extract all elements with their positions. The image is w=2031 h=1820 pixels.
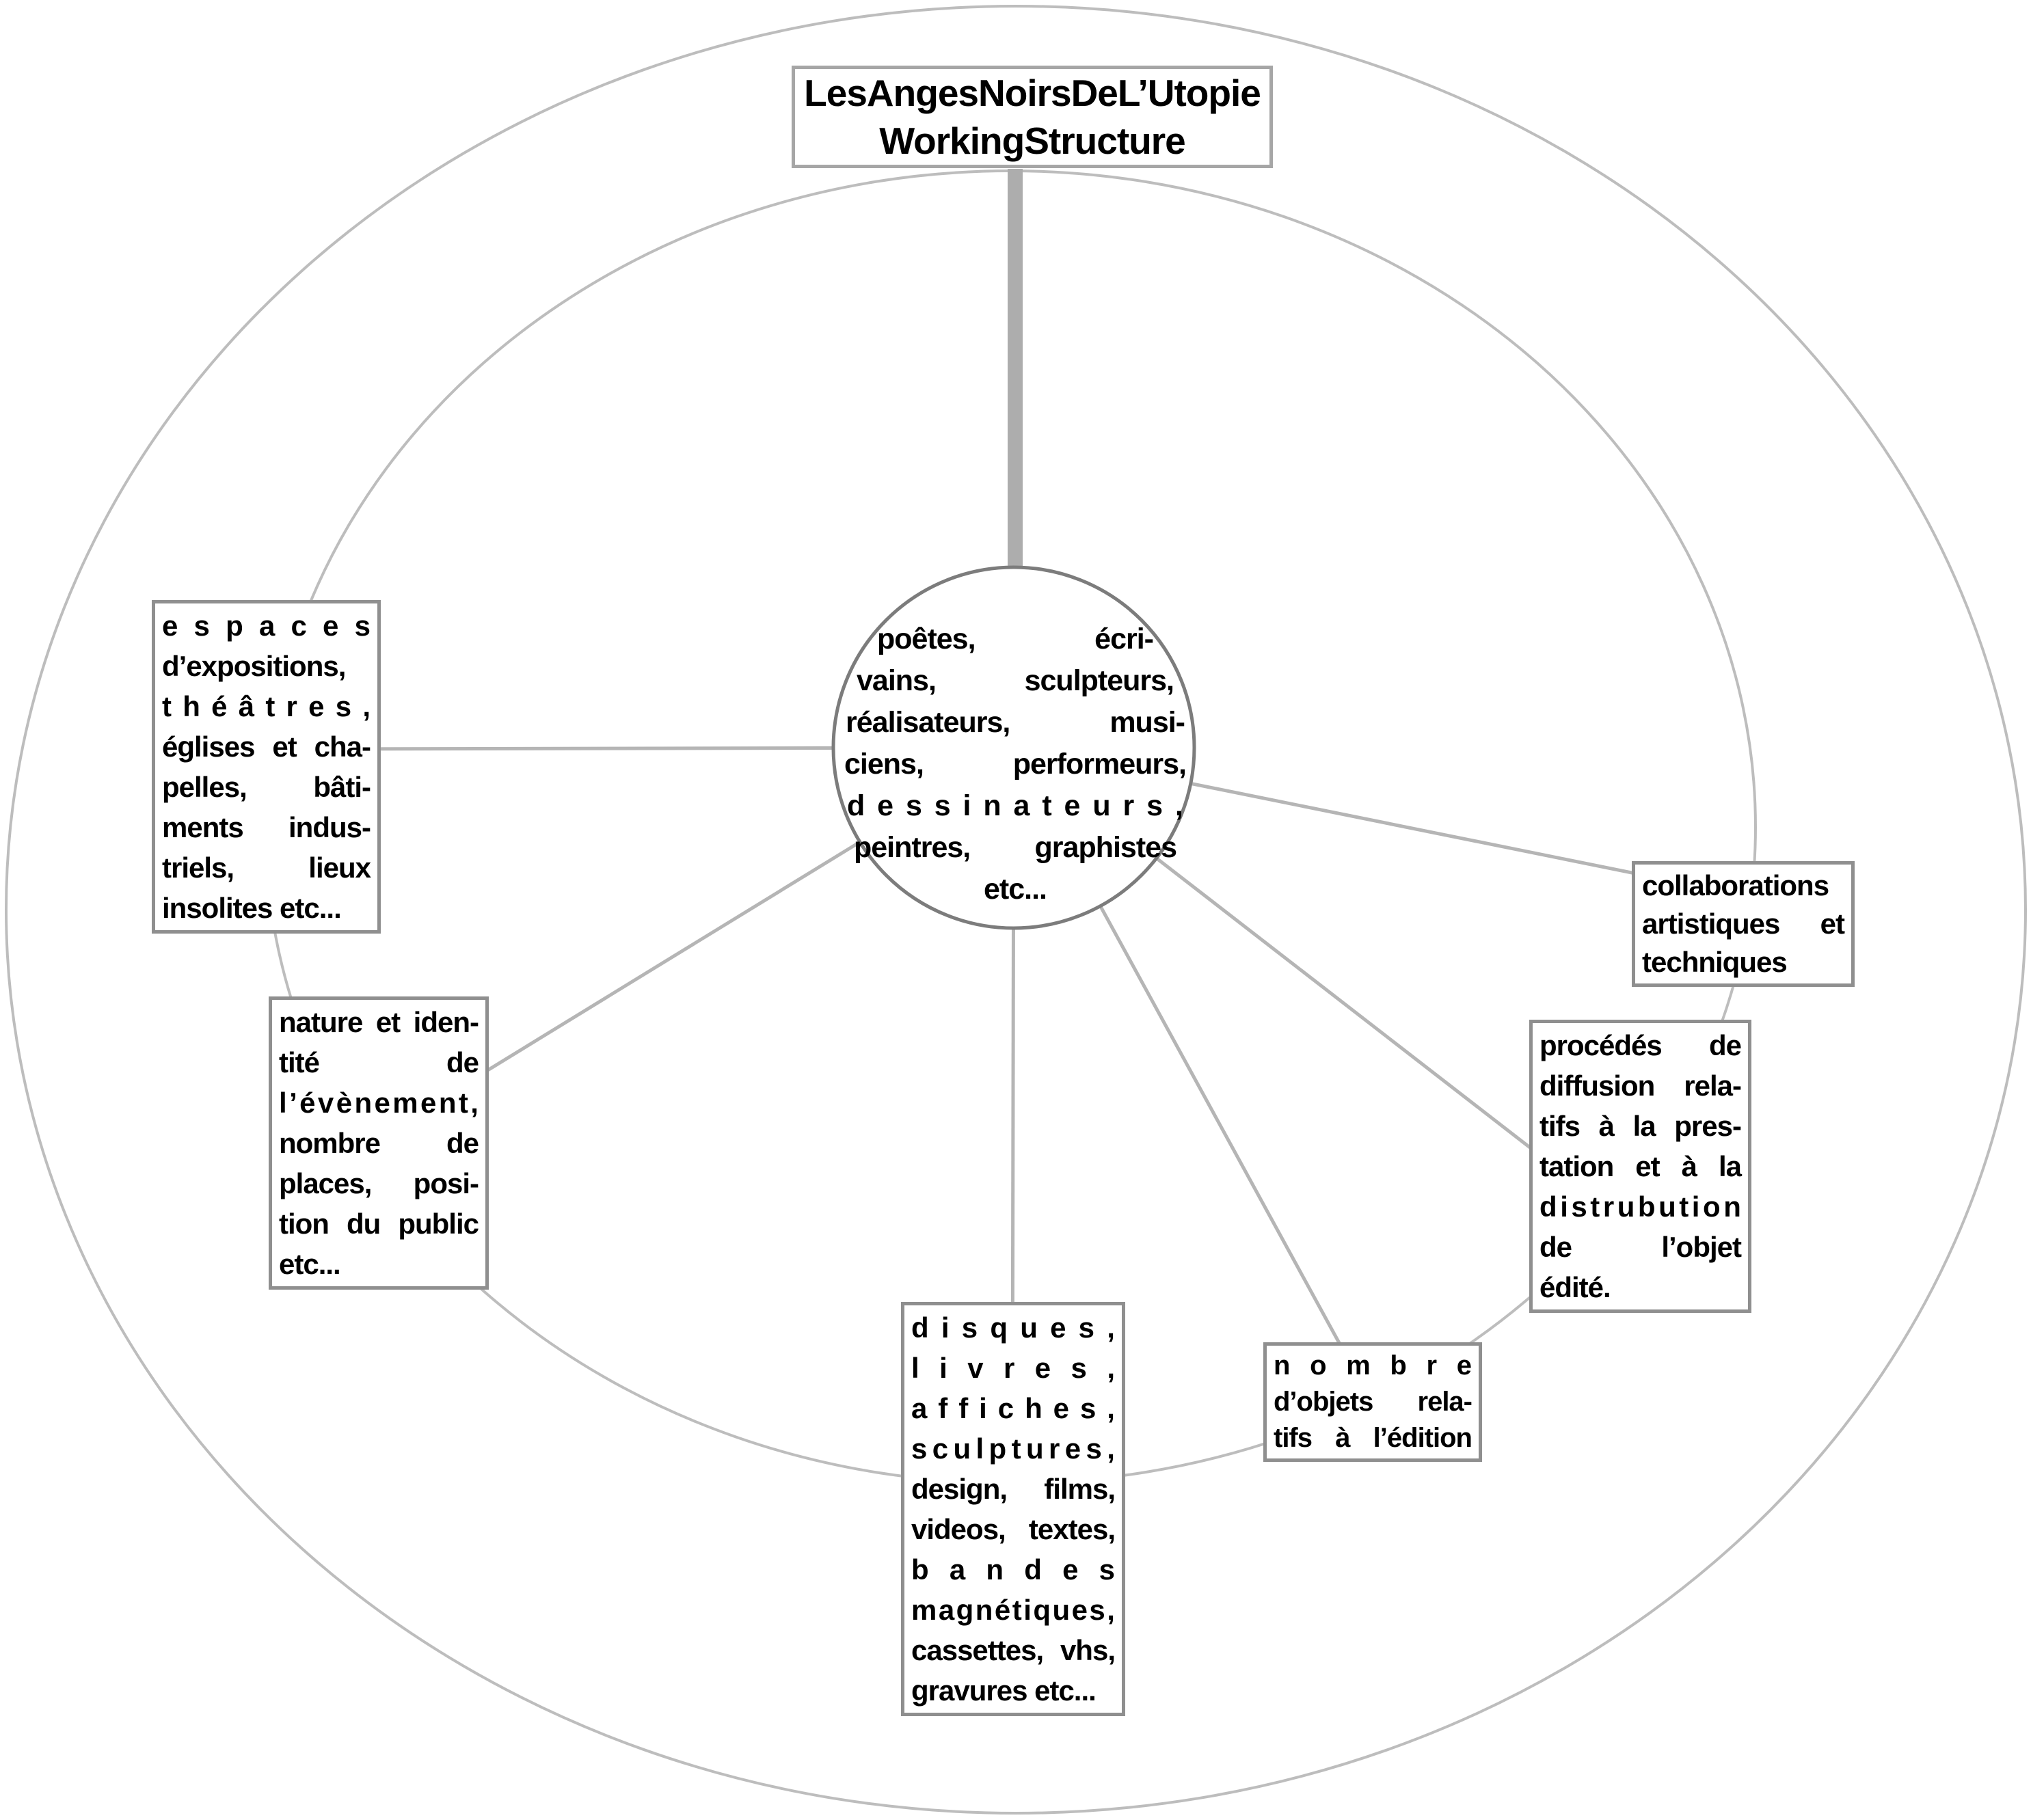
- text-line: a f f i c h e s ,: [911, 1392, 1115, 1424]
- text-line: l ’ é v è n e m e n t ,: [279, 1087, 479, 1119]
- text-line: de l’objet: [1539, 1231, 1741, 1263]
- text-line: places, posi-: [279, 1167, 479, 1199]
- text-line: collaborations: [1642, 869, 1829, 901]
- text-line: réalisateurs, musi-: [846, 706, 1185, 739]
- text-line: etc...: [279, 1248, 340, 1280]
- text-line: tité de: [279, 1046, 479, 1078]
- text-line: peintres, graphistes: [854, 831, 1176, 864]
- text-line: vains, sculpteurs,: [857, 664, 1174, 697]
- text-line: tifs à l’édition: [1274, 1423, 1472, 1453]
- text-line: édité.: [1539, 1271, 1611, 1303]
- text-line: tion du public: [279, 1208, 479, 1240]
- text-line: e s p a c e s: [162, 610, 371, 642]
- diagram-title-box: [792, 66, 1273, 168]
- text-line: gravures etc...: [911, 1674, 1096, 1707]
- text-line: poêtes, écri-: [877, 623, 1153, 655]
- text-line: nombre de: [279, 1127, 479, 1159]
- text-line: d i s t r u b u t i o n: [1539, 1191, 1741, 1223]
- text-line: artistiques et: [1642, 908, 1844, 940]
- text-line: insolites etc...: [162, 892, 341, 924]
- text-line: l i v r e s ,: [911, 1352, 1115, 1384]
- text-line: d e s s i n a t e u r s ,: [847, 789, 1183, 822]
- node-nature-evenement: [269, 996, 489, 1290]
- text-line: diffusion rela-: [1539, 1070, 1741, 1102]
- text-line: design, films,: [911, 1473, 1115, 1505]
- diagram-title-line1: LesAngesNoirsDeL’Utopie: [804, 72, 1261, 114]
- text-line: etc...: [984, 873, 1047, 906]
- text-line: nature et iden-: [279, 1006, 479, 1038]
- text-line: n o m b r e: [1274, 1350, 1472, 1381]
- text-line: tation et à la: [1539, 1150, 1741, 1182]
- node-collaborations-artistiques: [1632, 861, 1855, 987]
- text-line: t h é â t r e s ,: [162, 690, 371, 722]
- text-line: d i s q u e s ,: [911, 1312, 1115, 1344]
- text-line: ciens, performeurs,: [844, 748, 1186, 780]
- text-line: cassettes, vhs,: [911, 1634, 1115, 1666]
- node-nombre-objets-edition: [1263, 1342, 1482, 1462]
- text-line: videos, textes,: [911, 1513, 1115, 1545]
- text-line: techniques: [1642, 946, 1787, 978]
- text-line: ments indus-: [162, 811, 371, 843]
- node-disques-livres: [901, 1302, 1125, 1716]
- text-line: d’expositions,: [162, 650, 346, 682]
- text-line: b a n d e s: [911, 1553, 1115, 1586]
- text-line: procédés de: [1539, 1029, 1741, 1061]
- node-procedes-diffusion: [1529, 1020, 1751, 1313]
- text-line: tifs à la pres-: [1539, 1110, 1741, 1142]
- text-line: m a g n é t i q u e s ,: [911, 1594, 1115, 1626]
- text-line: triels, lieux: [162, 852, 371, 884]
- text-line: s c u l p t u r e s ,: [911, 1432, 1115, 1465]
- text-line: d’objets rela-: [1274, 1387, 1472, 1417]
- diagram-title-line2: WorkingStructure: [879, 120, 1185, 162]
- text-line: églises et cha-: [162, 731, 371, 763]
- text-line: pelles, bâti-: [162, 771, 371, 803]
- node-espaces-expositions: [152, 600, 381, 934]
- center-circle-text: [844, 619, 1186, 910]
